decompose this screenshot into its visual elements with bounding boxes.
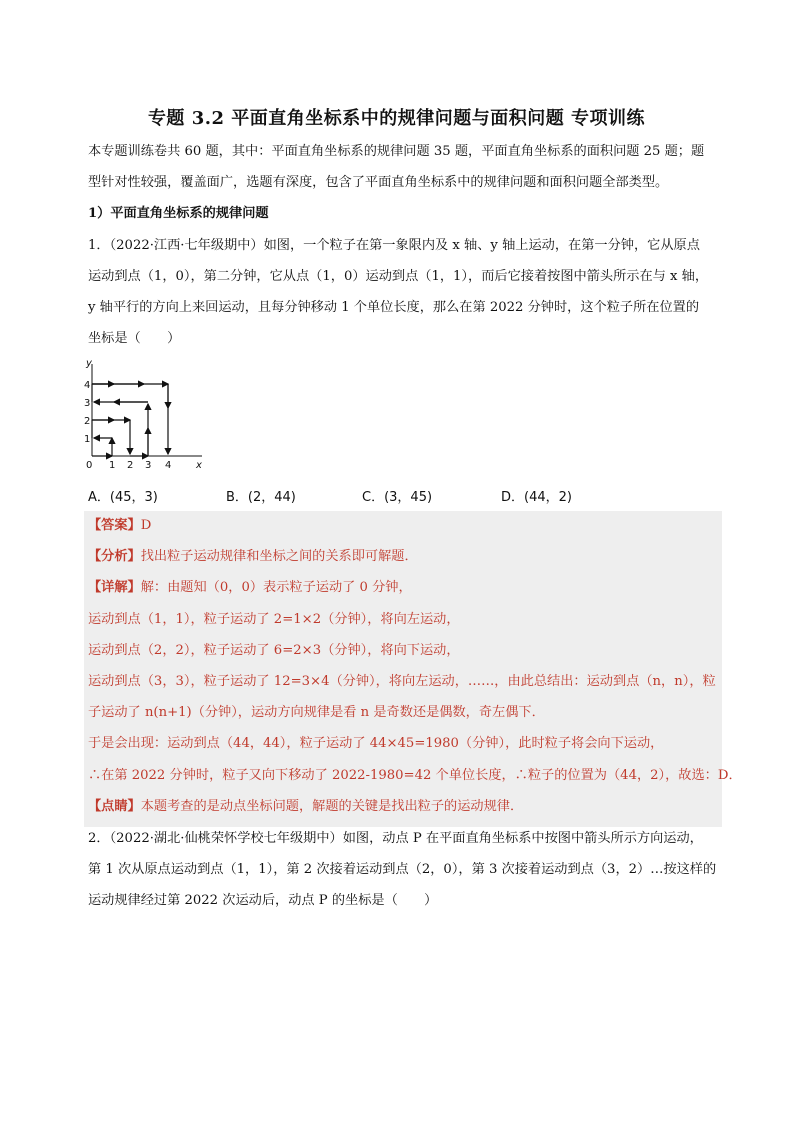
analysis-tag: 【分析】 [88,549,141,564]
y-axis-label: y [86,358,92,369]
y-tick-1: 1 [84,434,91,445]
x-tick-1: 1 [109,460,116,471]
x-axis-label: x [196,460,202,471]
detail-line-2: 运动到点（1，1），粒子运动了 2=1×2（分钟），将向左运动， [88,612,460,627]
x-tick-4: 4 [165,460,172,471]
detail-line-7: ∴在第 2022 分钟时，粒子又向下移动了 2022-1980=42 个单位长度，∴粒子的位置为（44，2），故选：D． [88,768,742,783]
intro-line-2: 型针对性较强，覆盖面广，选题有深度，包含了平面直角坐标系中的规律问题和面积问题全部类型。 [88,175,669,190]
answer-tag: 【答案】 [88,518,141,533]
detail-line-4: 运动到点（3，3），粒子运动了 12=3×4（分钟），将向左运动，……，由此总结出：运动到点（n，n），粒 [88,674,716,689]
option-b[interactable]: B．(2，44) [226,490,296,505]
section-heading: 1）平面直角坐标系的规律问题 [88,206,269,221]
analysis-text: 找出粒子运动规律和坐标之间的关系即可解题． [140,549,418,564]
question-1-line-2: 运动到点（1，0），第二分钟，它从点（1，0）运动到点（1，1），而后它接着按图中箭头所示在与 x 轴， [88,269,709,284]
comment-text: 本题考查的是动点坐标问题，解题的关键是找出粒子的运动规律． [140,799,524,814]
y-tick-4: 4 [84,380,91,391]
x-tick-2: 2 [127,460,134,471]
origin-label: 0 [86,460,93,471]
comment-tag: 【点睛】 [88,799,141,814]
x-tick-3: 3 [145,460,152,471]
question-1-line-4: 坐标是（ ） [88,331,181,346]
particle-path [92,384,168,456]
comment-line [88,797,724,817]
answer-line [88,516,724,536]
detail-line-5: 子运动了 n(n+1)（分钟），运动方向规律是看 n 是奇数还是偶数，奇左偶下． [88,705,545,720]
question-1-line-1: 1．（2022·江西·七年级期中）如图，一个粒子在第一象限内及 x 轴、y 轴上运动，在第一分钟，它从原点 [88,238,700,253]
intro-line-1: 本专题训练卷共 60 题，其中：平面直角坐标系的规律问题 35 题，平面直角坐标系的面积问题 25 题；题 [88,144,705,159]
detail-text-1: 解：由题知（0，0）表示粒子运动了 0 分钟， [140,580,412,595]
question-2-line-1: 2．（2022·湖北·仙桃荣怀学校七年级期中）如图，动点 P 在平面直角坐标系中按图中箭头所示方向运动， [88,831,703,846]
answer-value: D [140,518,152,533]
option-c[interactable]: C．(3，45) [362,490,433,505]
option-d[interactable]: D．(44，2) [501,490,572,505]
option-a[interactable]: A．(45，3) [88,490,158,505]
detail-line-6: 于是会出现：运动到点（44，44），粒子运动了 44×45=1980（分钟），此时粒子将会向下运动， [88,736,664,751]
particle-path-figure [84,358,209,474]
detail-line-3: 运动到点（2，2），粒子运动了 6=2×3（分钟），将向下运动， [88,643,460,658]
detail-tag: 【详解】 [88,580,141,595]
page-title: 专题 3.2 平面直角坐标系中的规律问题与面积问题 专项训练 [147,108,646,129]
detail-line-1 [88,578,724,598]
question-1-line-3: y 轴平行的方向上来回运动，且每分钟移动 1 个单位长度，那么在第 2022 分钟时，这个粒子所在位置的 [88,300,700,315]
question-2-line-2: 第 1 次从原点运动到点（1，1），第 2 次接着运动到点（2，0），第 3 次接着运动到点（3，2）…按这样的 [88,862,717,877]
y-tick-3: 3 [84,398,91,409]
question-2-line-3: 运动规律经过第 2022 次运动后，动点 P 的坐标是（ ） [88,893,438,908]
y-tick-2: 2 [84,416,91,427]
analysis-line [88,547,724,567]
